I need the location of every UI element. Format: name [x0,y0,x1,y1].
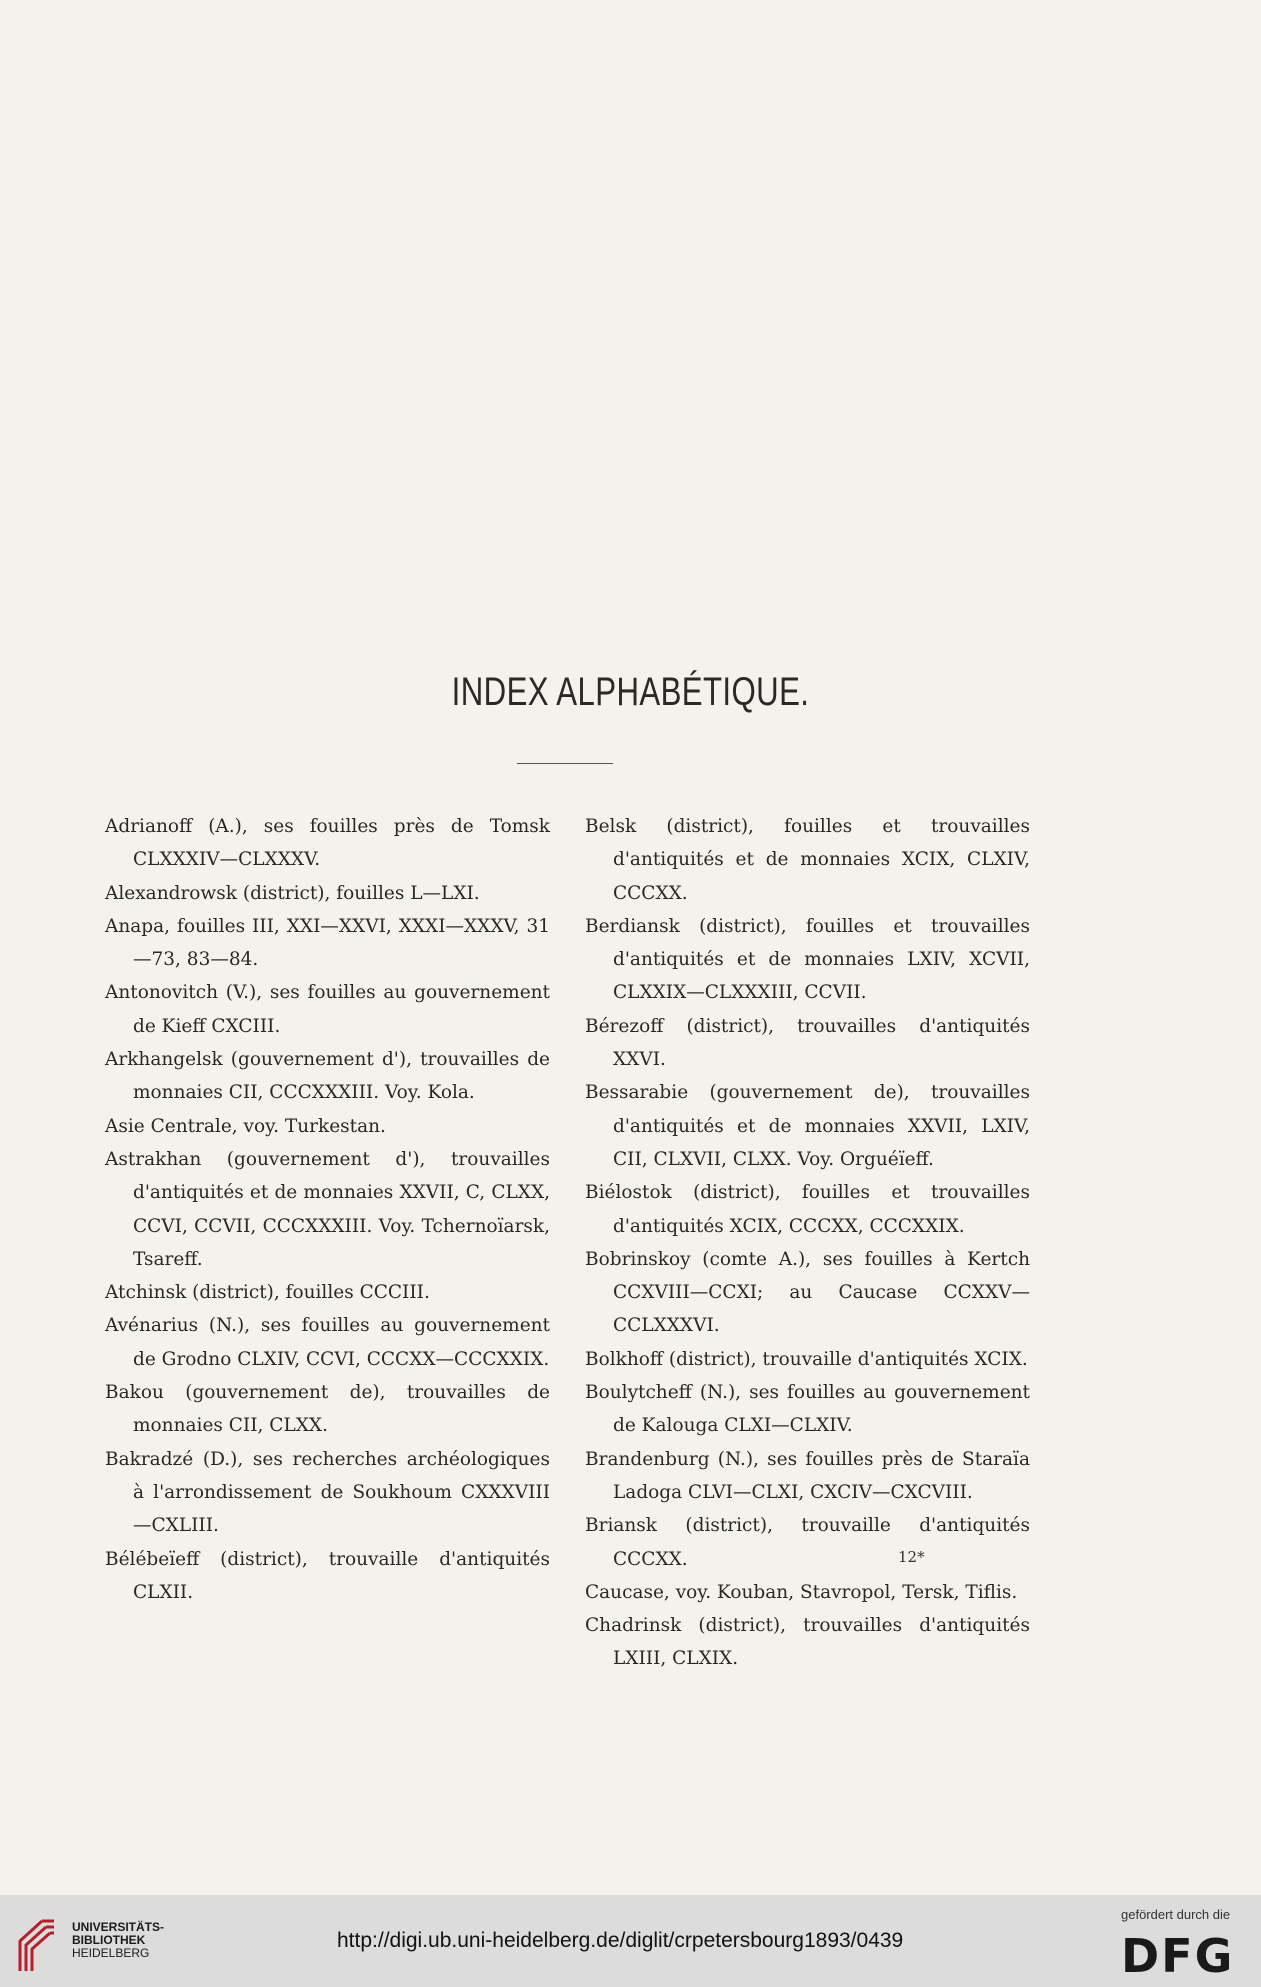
page-title: INDEX ALPHABÉTIQUE. [451,670,810,714]
index-entry: Boulytcheff (N.), ses fouilles au gouvernement de Kalouga CLXI—CLXIV. [585,1382,1030,1437]
left-column [105,810,550,1609]
index-entry: Bessarabie (gouvernement de), trouvailles d'antiquités et de monnaies XXVII, LXIV, CII, CLXVII, CLXX. Voy. Orguéïeff. [585,1082,1030,1170]
library-logo-icon [12,1917,58,1975]
funded-by-label: gefördert durch die [1121,1907,1231,1922]
page-number: 12* [898,1548,925,1566]
index-entry: Brandenburg (N.), ses fouilles près de Staraïa Ladoga CLVI—CLXI, CXCIV—CXCVIII. [585,1448,1030,1503]
index-entry: Atchinsk (district), fouilles CCCIII. [105,1282,430,1304]
viewer-footer [0,1895,1261,1987]
index-entry: Bakradzé (D.), ses recherches archéologiques à l'arrondissement de Soukhoum CXXXVIII—CXLIII. [105,1448,550,1537]
index-entry: Chadrinsk (district), trouvailles d'antiquités LXIII, CLXIX. [585,1615,1030,1670]
index-entry: Bolkhoff (district), trouvaille d'antiquités XCIX. [585,1348,1028,1370]
index-entry: Bérezoff (district), trouvailles d'antiquités XXVI. [585,1015,1030,1071]
index-entry: Anapa, fouilles III, XXI—XXVI, XXXI—XXXV, 31—73, 83—84. [105,915,550,971]
index-entry: Astrakhan (gouvernement d'), trouvailles d'antiquités et de monnaies XXVII, C, CLXX, CCVI, CCVII, CCCXXXIII. Voy. Tchernoïarsk, Tsareff. [105,1148,550,1270]
library-name: UNIVERSITÄTS- BIBLIOTHEK HEIDELBERG [72,1920,165,1960]
dfg-logo: DFG [1121,1929,1235,1983]
permalink-url[interactable]: http://digi.ub.uni-heidelberg.de/diglit/crpetersbourg1893/0439 [337,1929,904,1952]
index-entry: Caucase, voy. Kouban, Stavropol, Tersk, Tiflis. [585,1581,1018,1603]
index-entry: Antonovitch (V.), ses fouilles au gouvernement de Kieff CXCIII. [105,982,550,1037]
index-entry: Briansk (district), trouvaille d'antiquités CCCXX. [585,1515,1030,1570]
index-entry: Belsk (district), fouilles et trouvailles d'antiquités et de monnaies XCIX, CLXIV, CCCXX. [585,816,1030,904]
index-entry: Alexandrowsk (district), fouilles L—LXI. [105,882,480,904]
index-entry: Bélébeïeff (district), trouvaille d'antiquités CLXII. [105,1548,550,1603]
index-entry: Bakou (gouvernement de), trouvailles de monnaies CII, CLXX. [105,1382,550,1437]
index-entry: Asie Centrale, voy. Turkestan. [105,1115,386,1137]
right-column [585,810,1030,1676]
index-entry: Adrianoff (A.), ses fouilles près de Tomsk CLXXXIV—CLXXXV. [105,816,550,871]
title-divider [517,763,613,764]
index-entry: Bobrinskoy (comte A.), ses fouilles à Kertch CCXVIII—CCXI; au Caucase CCXXV—CCLXXXVI. [585,1248,1030,1337]
index-entry: Arkhangelsk (gouvernement d'), trouvailles de monnaies CII, CCCXXXIII. Voy. Kola. [105,1049,550,1104]
index-entry: Berdiansk (district), fouilles et trouvailles d'antiquités et de monnaies LXIV, XCVII, CLXXIX—CLXXXIII, CCVII. [585,915,1030,1004]
index-entry: Avénarius (N.), ses fouilles au gouvernement de Grodno CLXIV, CCVI, CCCXX—CCCXXIX. [105,1315,550,1370]
index-entry: Biélostok (district), fouilles et trouvailles d'antiquités XCIX, CCCXX, CCCXXIX. [585,1182,1030,1237]
